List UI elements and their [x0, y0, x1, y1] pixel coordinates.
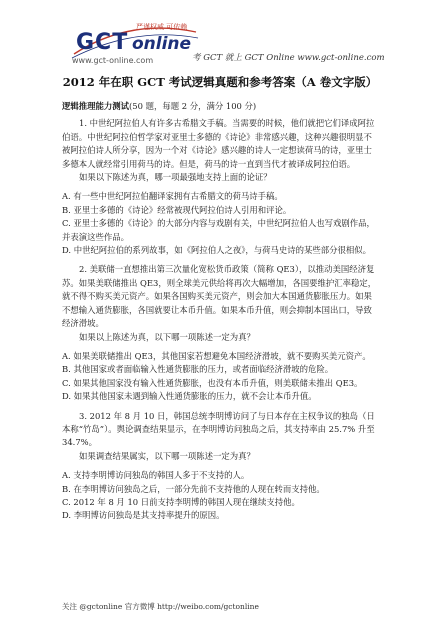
question-stem: 1. 中世纪阿拉伯人有许多古希腊文手稿。当需要的时候，他们就把它们译成阿拉伯语。中世纪阿拉伯哲学家对亚里士多德的《诗论》非常感兴趣，这种兴趣很明显不被阿拉伯诗人所分享，因为一个对《诗论》感兴趣的诗人一定想读荷马的诗，亚里士多德本人就经常引用荷马的诗。但是，荷马的诗一直到当代才被译成阿拉伯语。 — [62, 118, 375, 169]
section-title: 逻辑推理能力测试 — [62, 101, 129, 111]
logo-online-text: online — [132, 34, 192, 54]
logo-url: www.gct-online.com — [72, 56, 154, 65]
question-3 — [62, 410, 378, 523]
option-c: C. 如果其他国家没有输入性通货膨胀，也没有本币升值，则美联储未推出 QE3。 — [62, 377, 363, 388]
page-header — [70, 20, 410, 68]
question-stem: 3. 2012 年 8 月 10 日，韩国总统李明博访问了与日本存在主权争议的独岛（日本称“竹岛”）。舆论调查结果显示，在李明博访问独岛之后，其支持率由 25.7% 升至 34.7%。 — [62, 410, 375, 448]
option-d: D. 如果其他国家未遇到输入性通货膨胀的压力，就不会让本币升值。 — [62, 391, 317, 402]
question-prompt: 如果调查结果属实，以下哪一项陈述一定为真？ — [79, 450, 255, 461]
question-prompt: 如果以上陈述为真，以下哪一项陈述一定为真？ — [79, 331, 255, 342]
page-footer[interactable]: 关注 @gctonline 官方微博 http://weibo.com/gctonline — [62, 602, 259, 611]
logo-gct-text: GCT — [76, 30, 129, 55]
section-description: (50 题，每题 2 分，满分 100 分) — [129, 101, 257, 111]
logo-slogan: 严谨权威 可依赖 — [136, 23, 188, 31]
option-b: B. 在李明博访问独岛之后，一部分先前不支持他的人现在转而支持他。 — [62, 483, 325, 494]
document-body — [62, 100, 378, 523]
option-b: B. 亚里士多德的《诗论》经常被现代阿拉伯诗人引用和评论。 — [62, 204, 292, 215]
question-2 — [62, 263, 378, 403]
question-stem: 2. 美联储一直想推出第三次量化宽松货币政策（简称 QE3），以推动美国经济复苏。如果美联储推出 QE3，则全球美元供给将再次大幅增加，各国要维护汇率稳定，就不得不购买美元资产。如果各国购买美元资产，则会加大本国通货膨胀压力。如果不想输入通货膨胀，各国就要让本币升值。如果本币升值，则会抑制本国出口，导致经济滑坡。 — [62, 264, 377, 329]
gct-online-logo — [70, 20, 200, 68]
header-tagline[interactable]: 考 GCT 就上 GCT Online www.gct-online.com — [192, 53, 385, 63]
option-a: A. 如果美联储推出 QE3，其他国家若想避免本国经济滑坡，就不要购买美元资产。 — [62, 350, 371, 361]
option-c: C. 2012 年 8 月 10 日前支持李明博的韩国人现在继续支持他。 — [62, 496, 300, 507]
question-prompt: 如果以下陈述为真，哪一项最强地支持上面的论证？ — [79, 172, 272, 183]
option-a: A. 有一些中世纪阿拉伯翻译家拥有古希腊文的荷马诗手稿。 — [62, 191, 283, 202]
option-d: D. 李明博访问独岛是其支持率提升的原因。 — [62, 510, 225, 521]
option-d: D. 中世纪阿拉伯的系列故事，如《阿拉伯人之夜》，与荷马史诗的某些部分很相似。 — [62, 245, 372, 256]
option-b: B. 其他国家或者面临输入性通货膨胀的压力，或者面临经济滑坡的危险。 — [62, 364, 334, 375]
page-title: 2012 年在职 GCT 考试逻辑真题和参考答案（A 卷文字版） — [62, 75, 378, 89]
question-1 — [62, 117, 378, 257]
option-a: A. 支持李明博访问独岛的韩国人多于不支持的人。 — [62, 470, 250, 481]
section-heading — [62, 100, 378, 113]
option-c: C. 亚里士多德的《诗论》的大部分内容与戏剧有关，中世纪阿拉伯人也写戏剧作品，并表演这些作品。 — [62, 218, 375, 242]
